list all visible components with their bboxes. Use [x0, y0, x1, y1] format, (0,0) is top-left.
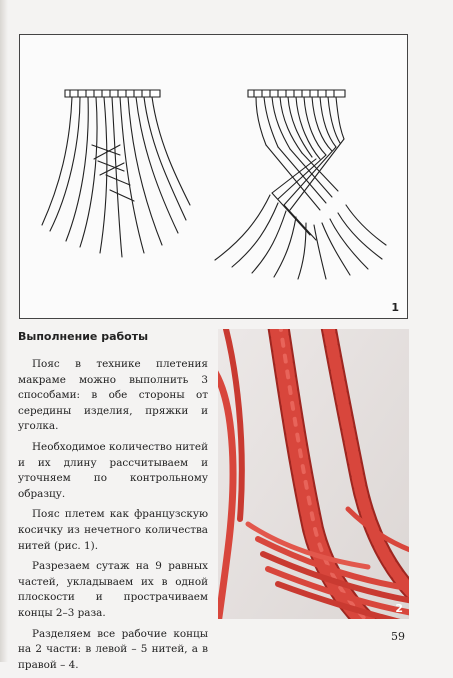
section-title: Выполнение работы — [18, 330, 149, 343]
page-edge — [0, 0, 8, 662]
paragraph: Пояс плетем как французскую косичку из нечетного количества нитей (рис. 1). — [18, 508, 208, 552]
paragraph: Пояс в технике плетения макраме можно выполнить 3 способами: в обе стороны от середины изделия, пряжки и уголка. — [18, 358, 208, 433]
figure-2-number: 2 — [395, 602, 403, 615]
paragraph: Необходимое количество нитей и их длину рассчитываем и уточняем по контрольному образцу. — [18, 440, 208, 500]
paragraph: Разделяем все рабочие концы на 2 части: в левой – 5 нитей, а в правой – 4. — [18, 627, 208, 671]
figure-braid-illustration — [19, 34, 408, 319]
braid-drawing — [20, 35, 409, 320]
instructions-text — [18, 357, 208, 678]
page-number: 59 — [391, 630, 405, 643]
figure-1-number: 1 — [391, 301, 399, 314]
braid-photo — [218, 329, 409, 619]
paragraph: Разрезаем сутаж на 9 равных частей, укладываем их в одной плоскости и прострачиваем концы 2–3 раза. — [18, 560, 208, 619]
braid-photo-image — [218, 329, 409, 619]
